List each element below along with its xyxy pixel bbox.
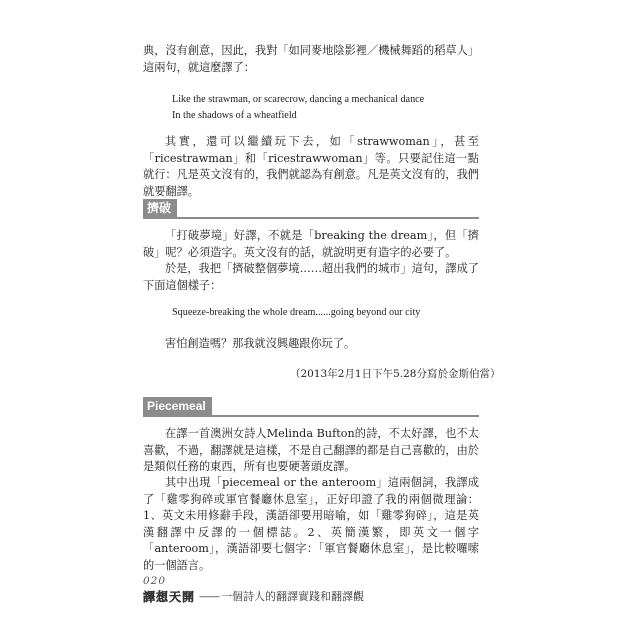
paragraph-3: 「打破夢境」好譯，不就是「breaking the dream」，但「擠破」呢？必須造字。英文沒有的話，就說明更有造字的必要了。 [143,229,479,259]
date-note: （2013年2月1日下午5.28分寫於金斯伯當） [290,368,501,380]
page-number: 020 [143,575,167,587]
book-subtitle: 一個詩人的翻譯實踐和翻譯觀 [221,590,365,603]
quote-line: Like the strawman, or scarecrow, dancing a mechanical dance [172,94,425,105]
paragraph-5: 害怕創造嗎？那我就沒興趣跟你玩了。 [165,337,356,350]
paragraph-6: 在譯一首澳洲女詩人Melinda Bufton的詩，不太好譯，也不太喜歡，不過，翻譯就是這樣，不是自己翻譯的都是自己喜歡的，由於是類似任務的東西，所有也要硬著頭皮譯。 [143,427,479,473]
paragraph-2: 其實，還可以繼續玩下去，如「strawwoman」，甚至「ricestrawman」和「ricestrawwoman」等。只要記住這一點就行：凡是英文沒有的，我們就認為有創意。凡是英文沒有的，我們就要翻譯。 [143,135,479,198]
quote-line: Squeeze-breaking the whole dream......going beyond our city [172,307,421,318]
translation-quote-2 [172,305,420,321]
paragraph-7: 其中出現「piecemeal or the anteroom」這兩個詞，我譯成了「雞零狗碎或軍官餐廳休息室」，正好印證了我的兩個微理論：1、英文未用修辭手段，漢語卻要用暗喻，如「雞零狗碎」，這是英漢翻譯中反譯的一個標誌。2、英簡漢繁，即英文一個字「anteroom」，漢語卻要七個字：「軍官餐廳休息室」，是比較囉嗦的一個語言。 [143,476,479,572]
section-heading-piecemeal: Piecemeal [143,397,212,416]
series-title: 譯想天開 [143,589,196,604]
running-footer [143,587,364,605]
section-heading-squeeze: 擠破 [143,199,177,218]
footer-dash: —— [199,589,220,603]
paragraph-1: 典，沒有創意，因此，我對「如同麥地陰影裡／機械舞蹈的稻草人」這兩句，就這麼譯了： [143,44,479,74]
translation-quote-1 [172,92,424,124]
paragraph-4: 於是，我把「擠破整個夢境……超出我們的城市」這句，譯成了下面這個樣子： [143,262,479,292]
heading-rule [143,217,479,219]
quote-line: In the shadows of a wheatfield [172,110,297,121]
